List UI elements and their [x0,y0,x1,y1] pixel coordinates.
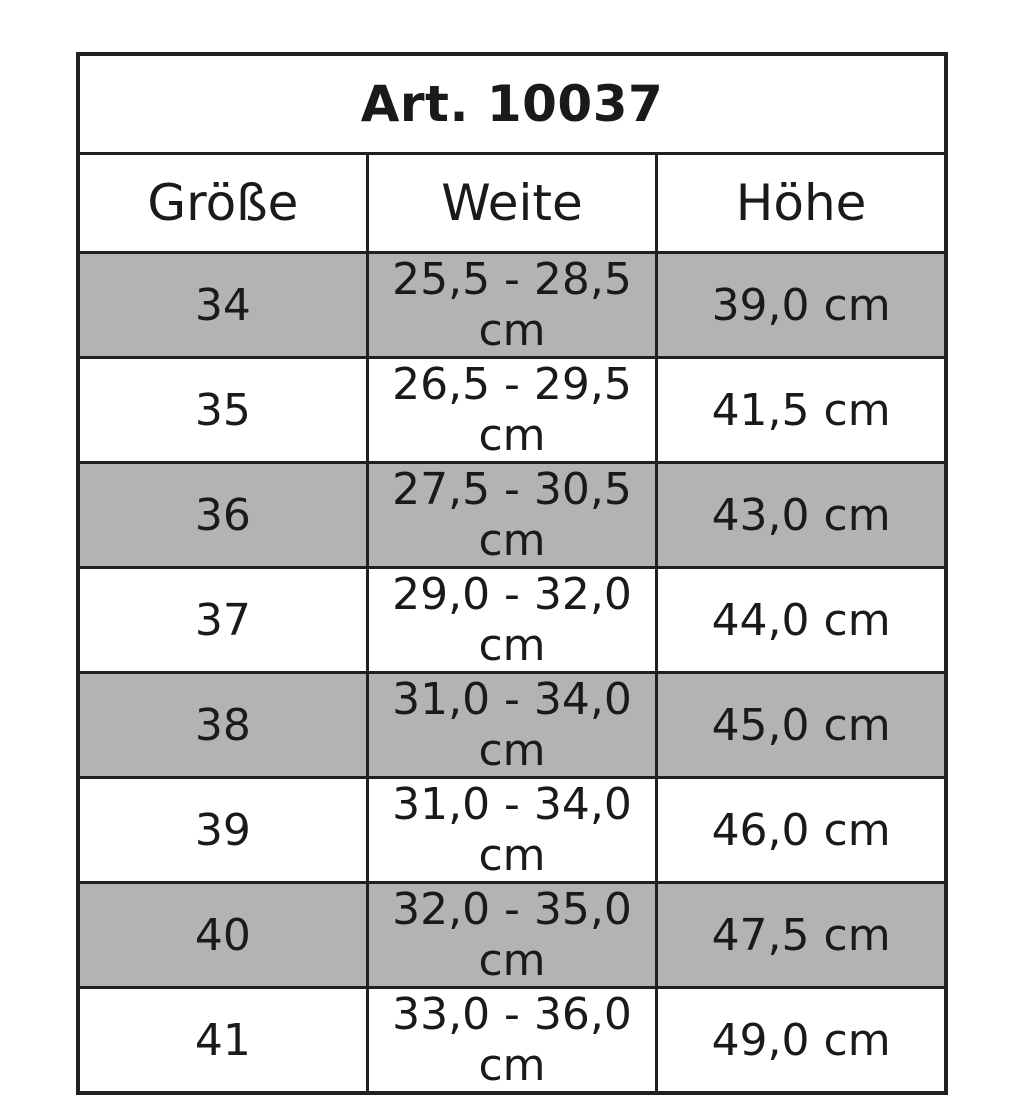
cell-size: 35 [78,358,367,463]
cell-width: 31,0 - 34,0 cm [367,778,656,883]
page-title: Art. 10037 [78,54,946,154]
cell-width: 31,0 - 34,0 cm [367,673,656,778]
table-row [78,778,946,883]
table-row [78,883,946,988]
column-header-width: Weite [367,154,656,253]
column-header-height: Höhe [657,154,946,253]
cell-size: 41 [78,988,367,1094]
cell-size: 38 [78,673,367,778]
cell-size: 40 [78,883,367,988]
column-header-size: Größe [78,154,367,253]
cell-height: 43,0 cm [657,463,946,568]
cell-height: 39,0 cm [657,253,946,358]
size-chart-table [76,52,948,1095]
cell-width: 27,5 - 30,5 cm [367,463,656,568]
cell-size: 37 [78,568,367,673]
table-title-row [78,54,946,154]
cell-height: 44,0 cm [657,568,946,673]
cell-width: 26,5 - 29,5 cm [367,358,656,463]
table-row [78,673,946,778]
cell-size: 36 [78,463,367,568]
cell-height: 47,5 cm [657,883,946,988]
cell-size: 34 [78,253,367,358]
cell-height: 46,0 cm [657,778,946,883]
cell-height: 49,0 cm [657,988,946,1094]
table-row [78,358,946,463]
cell-height: 45,0 cm [657,673,946,778]
cell-width: 33,0 - 36,0 cm [367,988,656,1094]
table-row [78,988,946,1094]
cell-width: 29,0 - 32,0 cm [367,568,656,673]
cell-size: 39 [78,778,367,883]
cell-width: 25,5 - 28,5 cm [367,253,656,358]
cell-height: 41,5 cm [657,358,946,463]
table-row [78,463,946,568]
table-row [78,253,946,358]
table-row [78,568,946,673]
cell-width: 32,0 - 35,0 cm [367,883,656,988]
table-header-row [78,154,946,253]
